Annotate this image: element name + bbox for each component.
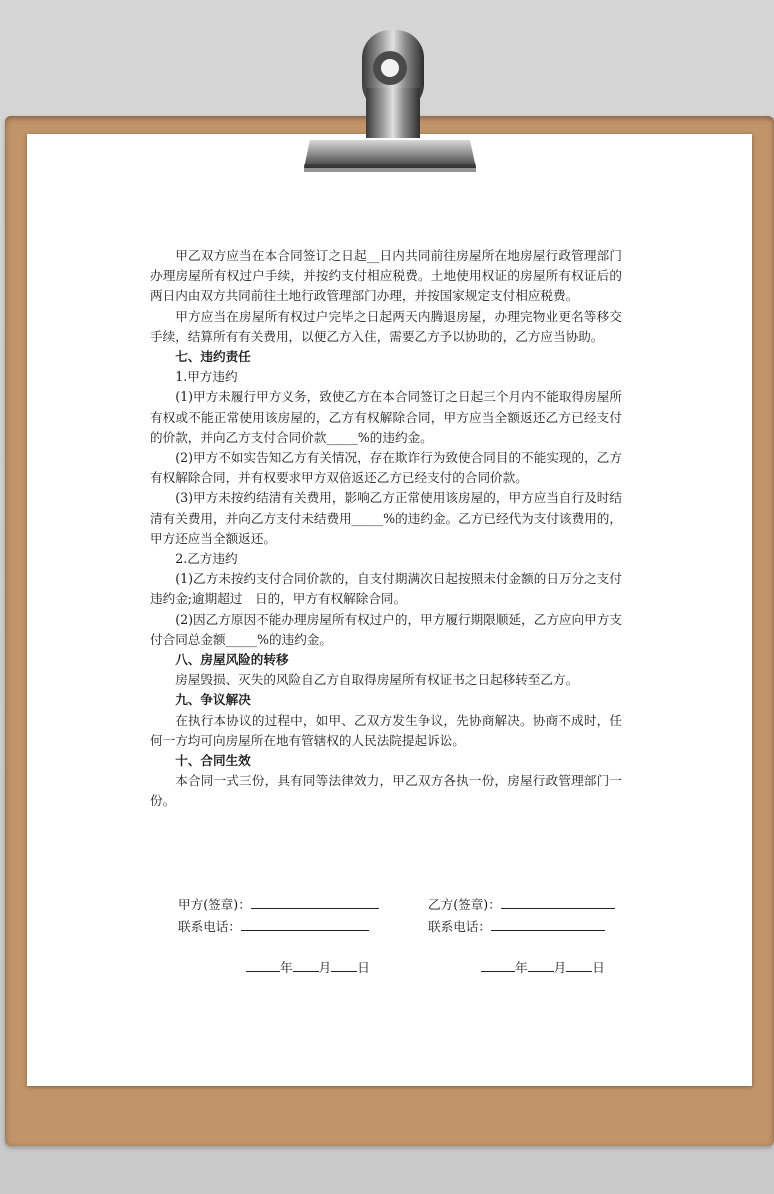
party-a-phone-line [241,916,369,931]
clause-dispute: 在执行本协议的过程中，如甲、乙双方发生争议，先协商解决。协商不成时，任何一方均可向房屋所在地有管辖权的人民法院提起诉讼。 [150,712,622,748]
clause-7-2-2: (2)因乙方原因不能办理房屋所有权过户的，甲方履行期限顺延，乙方应向甲方支付合同总金额_____%的违约金。 [150,611,622,647]
month-label: 月 [553,960,567,975]
section-risk-title: 八、房屋风险的转移 [175,652,289,668]
section-effect-title: 十、合同生效 [175,753,251,769]
paragraph-vacate: 甲方应当在房屋所有权过户完毕之日起两天内腾退房屋，办理完物业更名等移交手续，结算所有有关费用，以便乙方入住，需要乙方予以协助的，乙方应当协助。 [150,308,622,344]
day-label: 日 [357,960,370,975]
party-b-phone-label: 联系电话： [428,919,491,934]
clause-effect: 本合同一式三份，具有同等法律效力，甲乙双方各执一份，房屋行政管理部门一份。 [150,773,622,809]
party-b-signature-block [428,894,615,938]
subsection-party-b-breach: 2.乙方违约 [175,551,238,567]
party-a-signature-block [178,894,379,938]
clause-7-1-3: (3)甲方未按约结清有关费用，影响乙方正常使用该房屋的，甲方应当自行及时结清有关费用，并向乙方支付未结费用_____%的违约金。乙方已经代为支付该费用的，甲方还应当全额返还。 [150,490,622,546]
party-a-sign-line [251,894,379,909]
contract-body [150,246,622,812]
party-a-phone-label: 联系电话： [178,919,241,934]
year-label: 年 [515,960,528,975]
party-a-date [246,957,370,976]
clause-risk: 房屋毁损、灭失的风险自乙方自取得房屋所有权证书之日起移转至乙方。 [175,672,579,688]
party-b-sign-line [501,894,615,909]
binder-clip-icon [300,28,480,178]
section-dispute-title: 九、争议解决 [175,692,251,708]
clause-7-1-1: (1)甲方未履行甲方义务，致使乙方在本合同签订之日起三个月内不能取得房屋所有权或不能正常使用该房屋的，乙方有权解除合同，甲方应当全额返还乙方已经支付的价款，并向乙方支付合同价款_____%的违约金。 [150,389,622,445]
section-breach-title: 七、违约责任 [175,349,251,365]
month-label: 月 [318,960,332,975]
party-a-sign-label: 甲方(签章)： [178,897,251,912]
clause-7-1-2: (2)甲方不如实告知乙方有关情况，存在欺诈行为致使合同目的不能实现的，乙方有权解除合同，并有权要求甲方双倍返还乙方已经支付的合同价款。 [150,450,622,486]
clause-7-2-1: (1)乙方未按约支付合同价款的，自支付期满次日起按照未付金额的日万分之支付违约金;逾期超过 日的，甲方有权解除合同。 [150,571,622,607]
paragraph-transfer: 甲乙双方应当在本合同签订之日起__日内共同前往房屋所在地房屋行政管理部门办理房屋所有权过户手续，并按约支付相应税费。土地使用权证的房屋所有权证后的两日内由双方共同前往土地行政管理部门办理，并按国家规定支付相应税费。 [150,248,622,304]
party-b-date [481,957,605,976]
party-b-phone-line [491,916,605,931]
party-b-sign-label: 乙方(签章)： [428,897,501,912]
subsection-party-a-breach: 1.甲方违约 [175,369,238,385]
year-label: 年 [280,960,293,975]
day-label: 日 [592,960,605,975]
